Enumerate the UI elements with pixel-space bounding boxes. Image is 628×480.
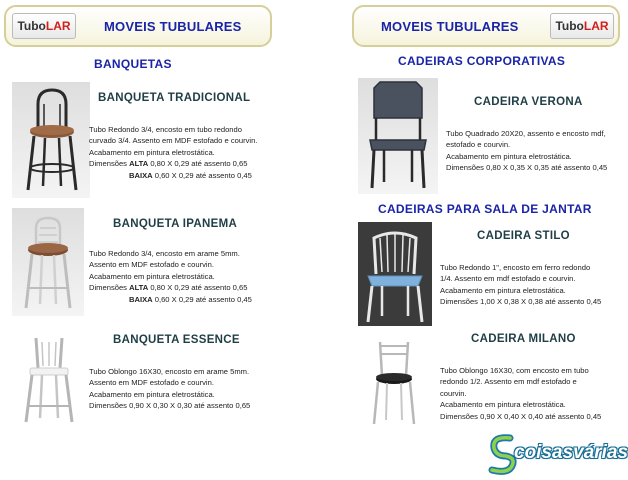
product-name-tradicional: BANQUETA TRADICIONAL (98, 92, 251, 104)
stool-tradicional-photo (12, 82, 90, 198)
tubolar-logo: TuboLAR (12, 13, 76, 39)
chair-milano-photo (366, 336, 422, 428)
product-desc-verona: Tubo Quadrado 20X20, assento e encosto mdf, estofado e courvin. Acabamento em pintura eletrostática. Dimensões 0,80 X 0,35 X 0,35 até assento 0,45 (446, 129, 608, 173)
header-banner-left (4, 5, 272, 47)
product-name-milano: CADEIRA MILANO (471, 333, 576, 345)
product-desc-ipanema: Tubo Redondo 3/4, encosto em arame 5mm. Assento em MDF estofado e courvin. Acabamento em pintura eletrostática. Dimensões ALTA 0,80 X 0,29 até assento 0,65 BAIXA 0,60 X 0,29 até assento 0,45 (89, 249, 252, 304)
product-name-verona: CADEIRA VERONA (474, 96, 583, 108)
product-desc-stilo: Tubo Redondo 1", encosto em ferro redondo 1/4. Assento em mdf estofado e courvin. Acabamento em pintura eletrostática. Dimensões 1,00 X 0,38 X 0,38 até assento 0,45 (440, 263, 602, 307)
banner-title: MOVEIS TUBULARES (381, 19, 519, 34)
coisasvarias-watermark: coisasvárias (484, 430, 628, 476)
product-desc-milano: Tubo Oblongo 16X30, com encosto em tubo redondo 1/2. Assento em mdf estofado e courvin. Acabamento em pintura eletrostática. Dimensões 0,90 X 0,40 X 0,40 até assento 0,45 (440, 366, 602, 421)
product-name-ipanema: BANQUETA IPANEMA (113, 218, 238, 230)
product-desc-tradicional: Tubo Redondo 3/4, encosto em tubo redondo curvado 3/4. Assento em MDF estofado e courvin. Acabamento em pintura eletrostática. Dimensões ALTA 0,80 X 0,29 até assento 0,65 BAIXA 0,60 X 0,29 até assento 0,45 (89, 125, 258, 180)
tubolar-logo: TuboLAR (550, 13, 614, 39)
chair-verona-photo (358, 78, 438, 194)
stool-essence-photo (16, 332, 82, 428)
product-name-stilo: CADEIRA STILO (477, 230, 570, 242)
product-name-essence: BANQUETA ESSENCE (113, 334, 240, 346)
chair-stilo-photo (358, 222, 432, 326)
stool-ipanema-photo (12, 208, 84, 316)
header-banner-right (352, 5, 620, 47)
product-desc-essence: Tubo Oblongo 16X30, encosto em arame 5mm. Assento em MDF estofado e courvin. Acabamento em pintura eletrostática. Dimensões 0,90 X 0,30 X 0,30 até assento 0,65 (89, 367, 251, 411)
section-corporativas: CADEIRAS CORPORATIVAS (398, 54, 566, 68)
banner-title: MOVEIS TUBULARES (104, 19, 242, 34)
section-jantar: CADEIRAS PARA SALA DE JANTAR (378, 202, 592, 216)
section-banquetas: BANQUETAS (94, 57, 172, 71)
